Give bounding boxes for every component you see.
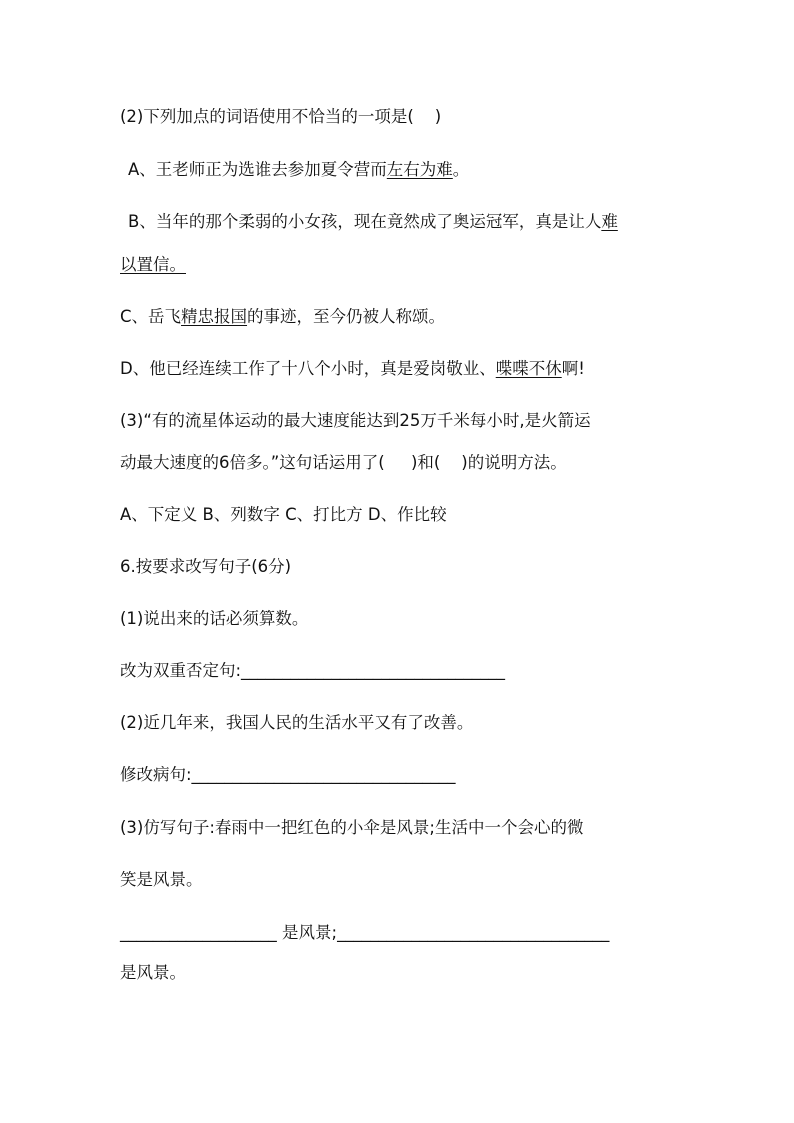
- task-3-mid-text: 是风景;: [282, 923, 338, 942]
- q6-task-2: 修改病句:________________________________: [120, 765, 456, 784]
- q6-title: 6.按要求改写句子(6分): [120, 557, 292, 576]
- q2-stem: (2)下列加点的词语使用不恰当的一项是( ): [120, 107, 442, 126]
- option-d-underlined-term: 喋喋不休: [495, 359, 562, 378]
- q6-sentence-3-line2: 笑是风景。: [120, 870, 203, 889]
- option-d-text: D、他已经连续工作了十八个小时，真是爱岗敬业、: [120, 359, 496, 378]
- q6-sentence-2: (2)近几年来，我国人民的生活水平又有了改善。: [120, 713, 474, 732]
- option-c-text: C、岳飞: [120, 307, 182, 326]
- q2-option-b-line1: [128, 211, 698, 233]
- q6-task-1: 改为双重否定句:________________________________: [120, 661, 506, 680]
- q3-line1: (3)“有的流星体运动的最大速度能达到25万千米每小时,是火箭运: [120, 411, 591, 430]
- answer-blank-b: _________________________________: [337, 923, 610, 942]
- option-a-end: 。: [452, 160, 470, 179]
- option-b-underlined-term-part1: 难: [601, 212, 618, 231]
- q6-task-3-line: [120, 922, 720, 944]
- option-c-end: 的事迹，至今仍被人称颂。: [247, 307, 446, 326]
- q3-options: A、下定义 B、列数字 C、打比方 D、作比较: [120, 505, 447, 524]
- option-a-text: A、王老师正为选谁去参加夏令营而: [128, 160, 387, 179]
- answer-blank-a: ___________________: [120, 923, 277, 942]
- q2-option-d: [120, 358, 690, 380]
- q6-task-3-end: 是风景。: [120, 963, 186, 982]
- option-b-underlined-term-part2: 以置信。: [120, 255, 186, 274]
- option-d-end: 啊!: [561, 359, 585, 378]
- q6-sentence-1: (1)说出来的话必须算数。: [120, 609, 309, 628]
- option-b-text: B、当年的那个柔弱的小女孩，现在竟然成了奥运冠军，真是让人: [128, 212, 602, 231]
- q2-option-b-line2: [120, 254, 690, 276]
- q2-option-a: [128, 159, 698, 181]
- q3-line2: 动最大速度的6倍多。”这句话运用了( )和( )的说明方法。: [120, 453, 567, 472]
- option-c-underlined-term: 精忠报国: [181, 307, 248, 326]
- q6-sentence-3-line1: (3)仿写句子:春雨中一把红色的小伞是风景;生活中一个会心的微: [120, 818, 584, 837]
- q2-option-c: [120, 306, 690, 328]
- option-a-underlined-term: 左右为难: [386, 160, 453, 179]
